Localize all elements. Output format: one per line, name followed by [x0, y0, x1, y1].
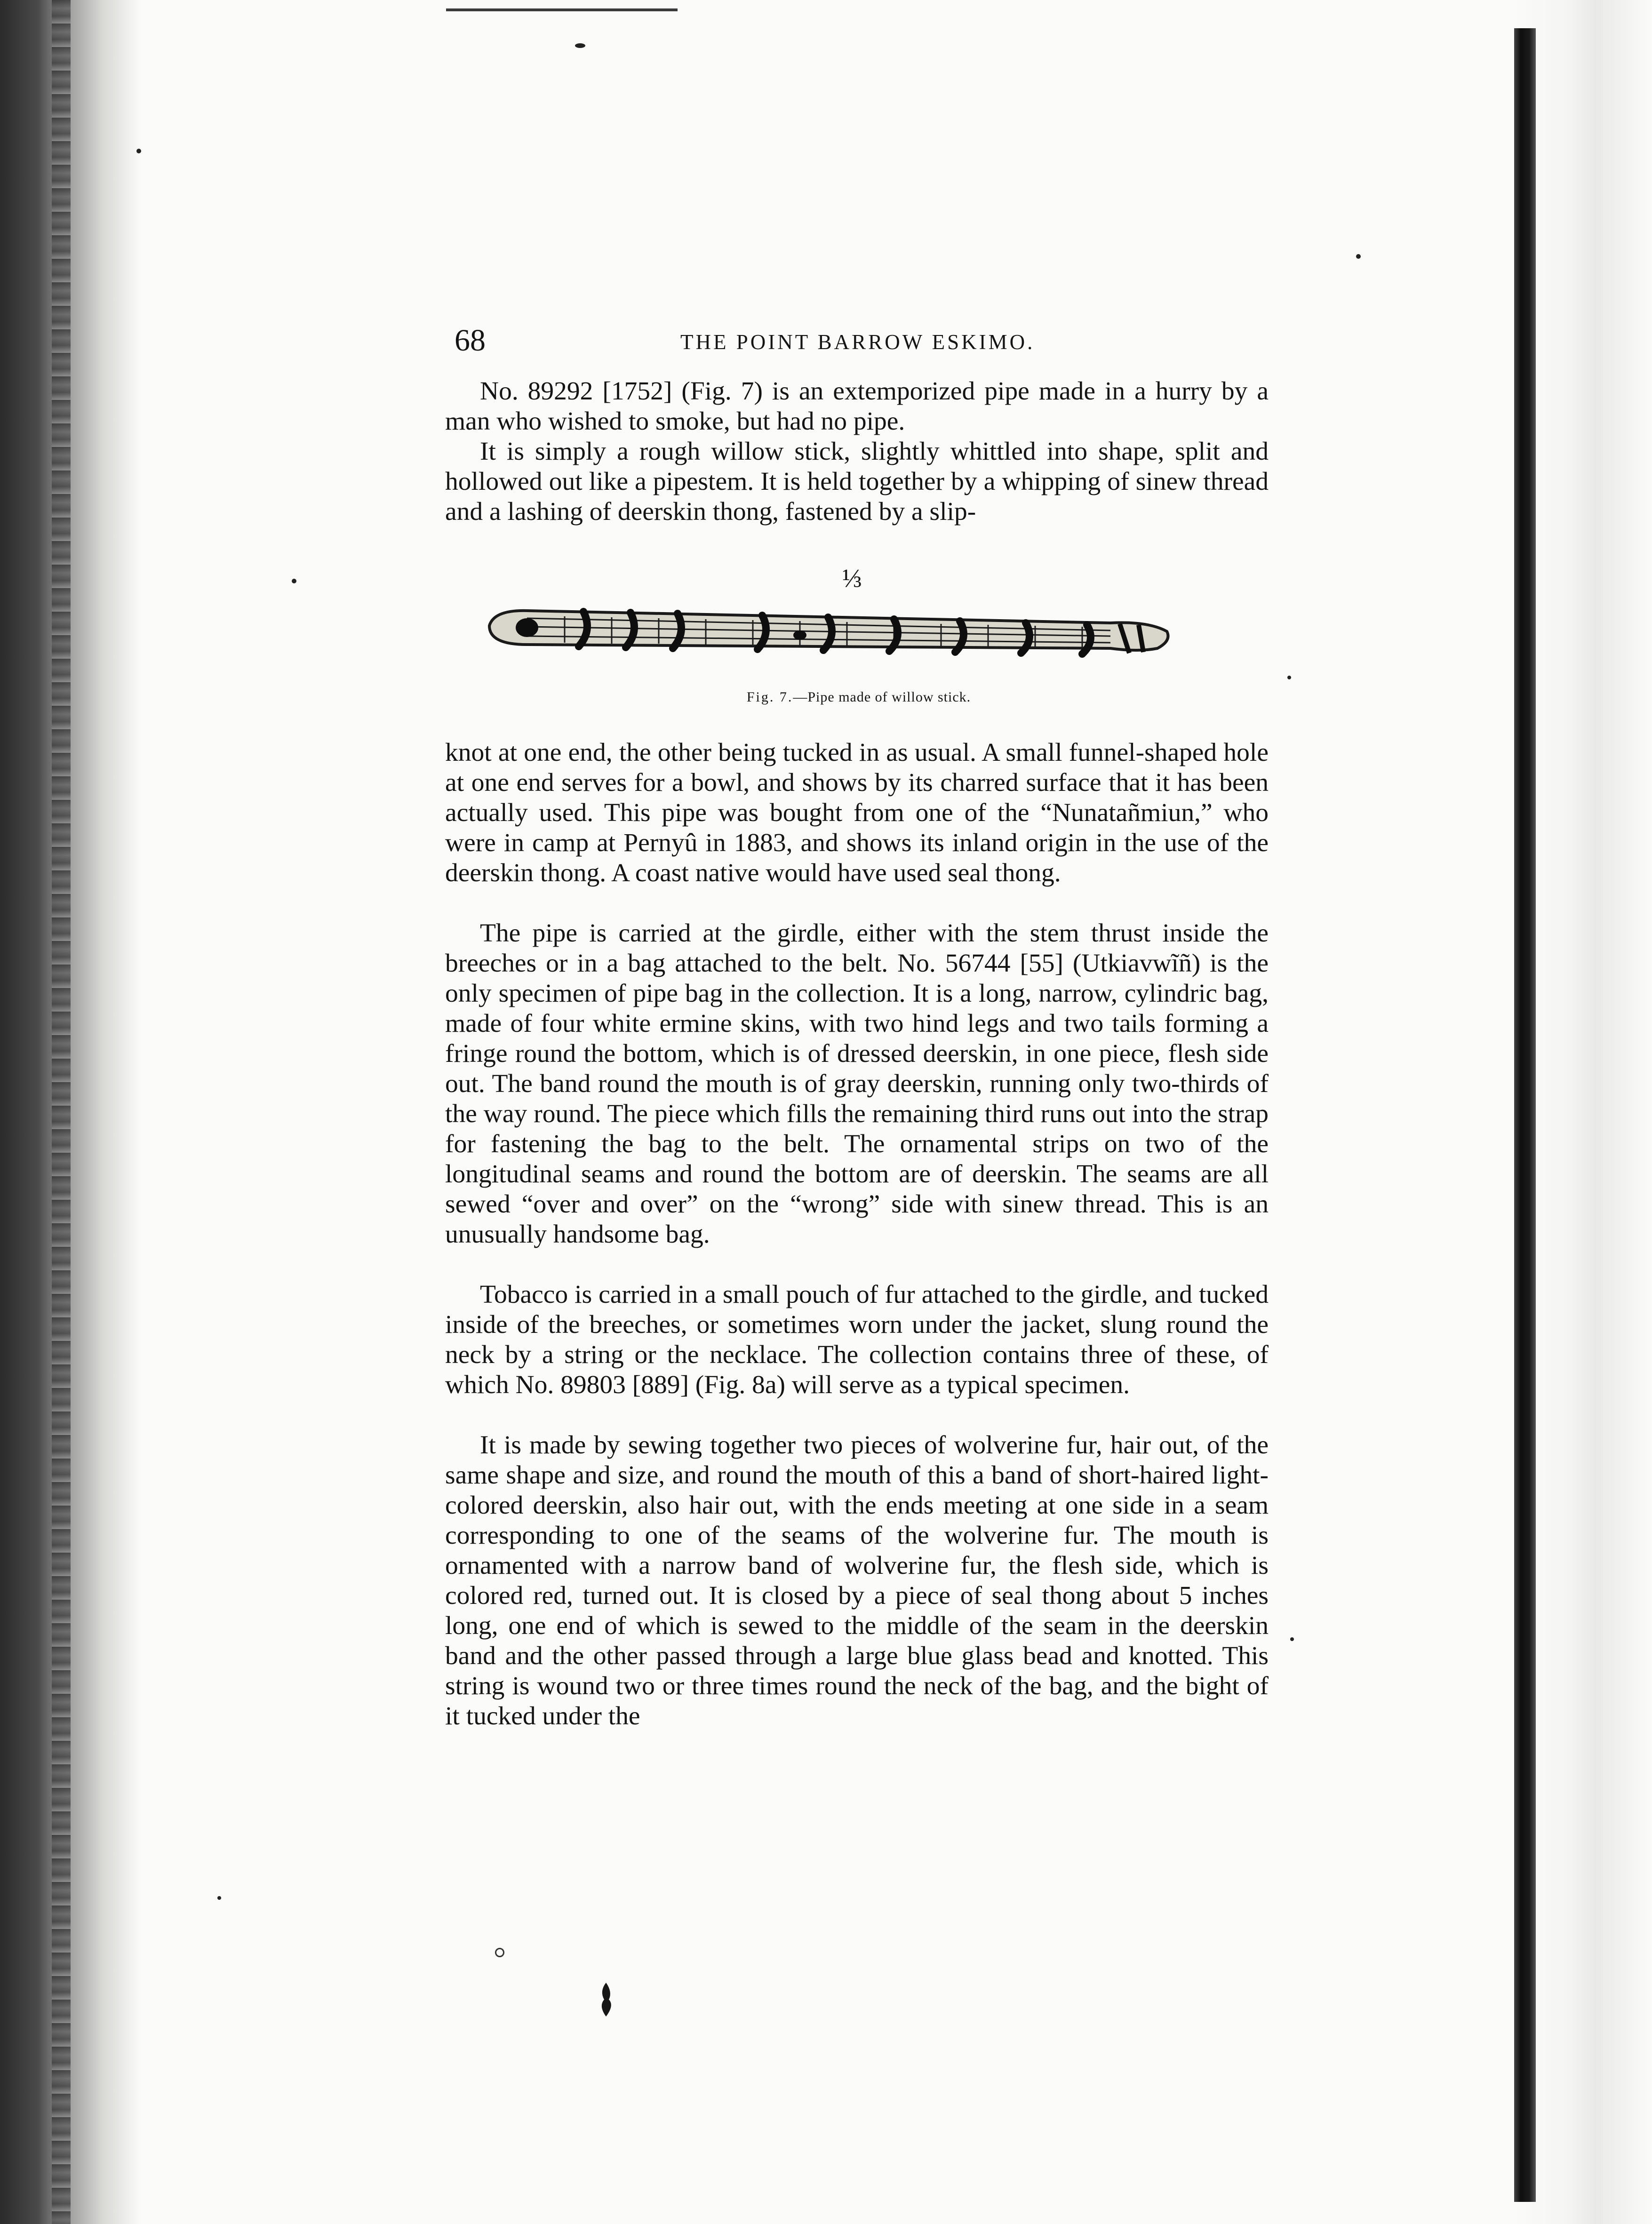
figure-7 — [471, 565, 1247, 706]
scan-speck — [136, 149, 141, 153]
printer-ornament-icon — [597, 1981, 615, 2018]
figure-caption-number: Fig. 7. — [746, 689, 793, 705]
scan-speck — [575, 43, 585, 48]
paragraph: knot at one end, the other being tucked in as usual. A small funnel-shaped hole at one end serves for a bowl, and shows by its charred surface that it has been actually used. This pipe was bought from one of the “Nunatañmiun,” who were in camp at Pernyû in 1883, and shows its inland origin in the use of the deerskin thong. A coast native would have used seal thong. — [445, 738, 1269, 887]
figure-caption-text: —Pipe made of willow stick. — [793, 689, 971, 705]
scan-top-rule — [446, 8, 678, 11]
scan-speck — [217, 1896, 221, 1900]
running-head — [0, 322, 1652, 359]
running-title: THE POINT BARROW ESKIMO. — [680, 330, 1035, 354]
paragraph: Tobacco is carried in a small pouch of fur attached to the girdle, and tucked inside of the breeches, or sometimes worn under the jacket, slung round the neck by a string or the necklace. The collection contains three of these, of which No. 89803 [889] (Fig. 8a) will serve as a typical specimen. — [445, 1280, 1269, 1399]
scan-speck — [495, 1948, 504, 1957]
page-number: 68 — [455, 323, 486, 358]
paragraph: No. 89292 [1752] (Fig. 7) is an extemporized pipe made in a hurry by a man who wished to smoke, but had no pipe. — [445, 377, 1269, 436]
paragraph: It is simply a rough willow stick, slightly whittled into shape, split and hollowed out like a pipestem. It is held together by a whipping of sinew thread and a lashing of deerskin thong, fastened by a slip- — [445, 437, 1269, 526]
paragraph: It is made by sewing together two pieces of wolverine fur, hair out, of the same shape and size, and round the mouth of this a band of short-haired light-colored deerskin, also hair out, with the ends meeting at one side in a seam corresponding to one of the seams of the wolverine fur. The mouth is ornamented with a narrow band of wolverine fur, the flesh side, which is colored red, turned out. It is closed by a piece of seal thong about 5 inches long, one end of which is sewed to the middle of the seam in the deerskin band and the other passed through a large blue glass bead and knotted. This string is wound two or three times round the neck of the bag, and the bight of it tucked under the — [445, 1431, 1269, 1730]
scan-speck — [1290, 1637, 1294, 1641]
figure-caption — [471, 688, 1247, 707]
scan-speck — [1287, 676, 1291, 679]
scan-speck — [1356, 254, 1361, 259]
figure-scale: ⅓ — [842, 564, 862, 593]
scan-speck — [292, 579, 296, 583]
willow-pipe-illustration — [471, 598, 1181, 663]
paragraph: The pipe is carried at the girdle, either with the stem thrust inside the breeches or in a bag attached to the belt. No. 56744 [55] (Utkiavwĩñ) is the only specimen of pipe bag in the collection. It is a long, narrow, cylindric bag, made of four white ermine skins, with two hind legs and two tails forming a fringe round the bottom, which is of dressed deerskin, in one piece, flesh side out. The band round the mouth is of gray deerskin, running only two-thirds of the way round. The piece which fills the remaining third runs out into the strap for fastening the bag to the belt. The ornamental strips on two of the longitudinal seams and round the bottom are of deerskin. The seams are all sewed “over and over” on the “wrong” side with sinew thread. This is an unusually handsome bag. — [445, 919, 1269, 1249]
